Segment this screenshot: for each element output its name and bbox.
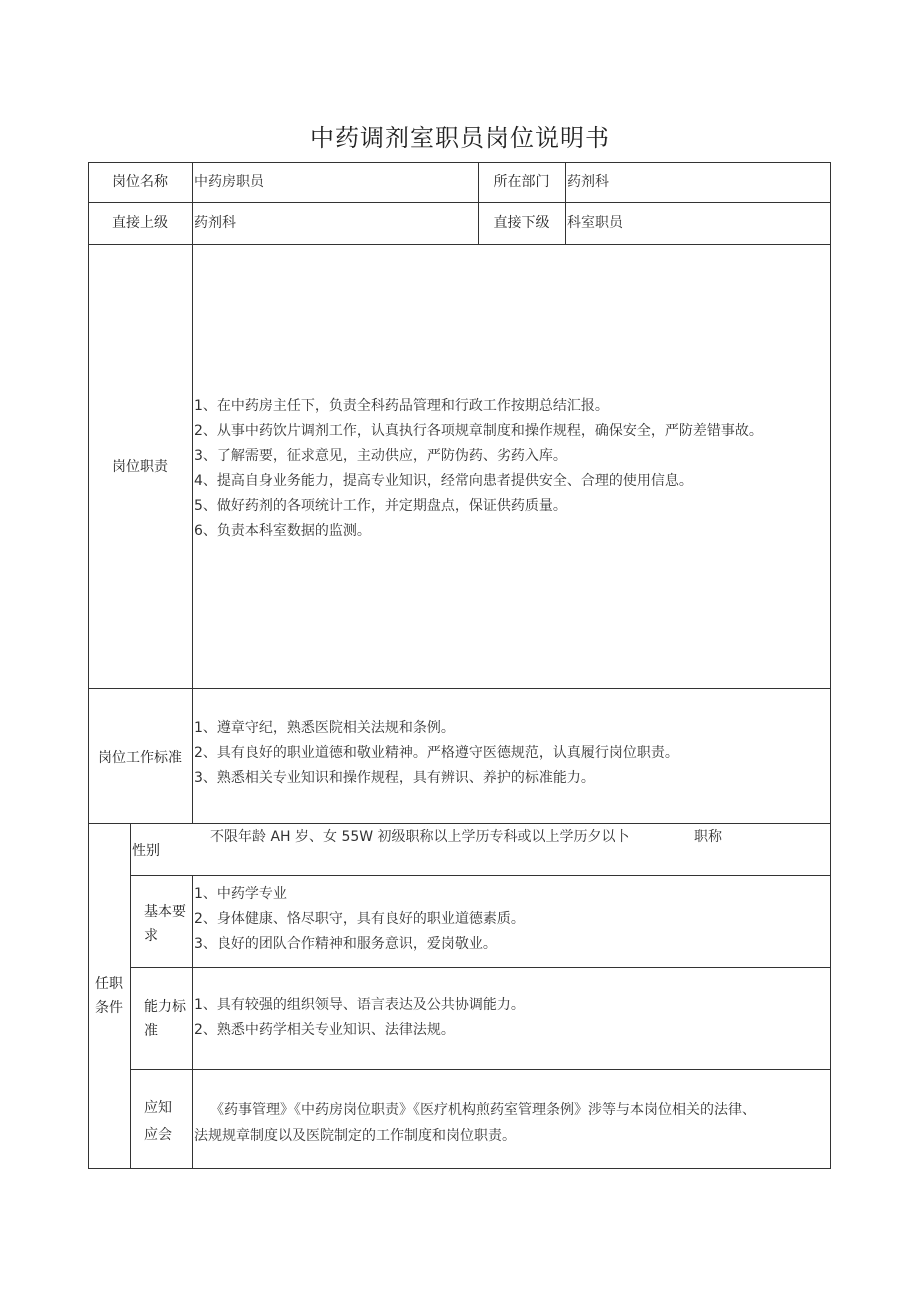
post-name-value: 中药房职员 xyxy=(194,174,264,190)
qualifications-label xyxy=(88,972,130,1020)
duties-label: 岗位职责 xyxy=(112,459,168,475)
basic-requirement-item: 1、中药学专业 xyxy=(194,886,287,902)
duties-list xyxy=(194,394,830,544)
standard-item: 3、熟悉相关专业知识和操作规程，具有辨识、养护的标准能力。 xyxy=(194,770,595,786)
duty-item: 5、做好药剂的各项统计工作，并定期盘点，保证供药质量。 xyxy=(194,498,567,514)
gender-age-title-value: 不限年龄 AH 岁、女 55W 初级职称以上学历专科或以上学历夕以卜 xyxy=(210,829,630,845)
basic-requirement-item: 2、身体健康、恪尽职守，具有良好的职业道德素质。 xyxy=(194,911,525,927)
department-label: 所在部门 xyxy=(493,174,550,190)
page-title: 中药调剂室职员岗位说明书 xyxy=(310,124,610,152)
job-description-table xyxy=(88,162,831,1169)
basic-requirements-label xyxy=(144,900,194,948)
title-label: 职称 xyxy=(694,829,722,845)
work-standards-list xyxy=(194,716,830,791)
qualifications-label-line1: 任职 xyxy=(95,976,123,992)
ability-standards-list xyxy=(194,993,830,1043)
direct-subordinate-label: 直接下级 xyxy=(493,215,550,231)
required-knowledge-line2: 法规规章制度以及医院制定的工作制度和岗位职责。 xyxy=(194,1128,516,1144)
department-value: 药剂科 xyxy=(567,174,609,190)
duty-item: 2、从事中药饮片调剂工作，认真执行各项规章制度和操作规程，确保安全，严防差错事故。 xyxy=(194,423,763,439)
direct-superior-label: 直接上级 xyxy=(112,215,168,231)
duty-item: 6、负责本科室数据的监测。 xyxy=(194,523,371,539)
ability-standards-label xyxy=(144,995,194,1043)
ability-item: 1、具有较强的组织领导、语言表达及公共协调能力。 xyxy=(194,997,525,1013)
basic-requirement-item: 3、良好的团队合作精神和服务意识，爱岗敬业。 xyxy=(194,936,497,952)
required-knowledge-text xyxy=(194,1097,830,1149)
gender-label: 性别 xyxy=(132,843,160,859)
required-knowledge-label xyxy=(144,1095,194,1149)
basic-requirements-list xyxy=(194,882,830,957)
required-knowledge-label-line1: 应知 xyxy=(144,1100,172,1116)
direct-superior-value: 药剂科 xyxy=(194,215,236,231)
ability-standards-label-line2: 准 xyxy=(144,1023,158,1039)
basic-requirements-label-line1: 基本要 xyxy=(144,904,186,920)
duty-item: 3、了解需要，征求意见，主动供应，严防伪药、劣药入库。 xyxy=(194,448,567,464)
post-name-label: 岗位名称 xyxy=(112,174,168,190)
ability-standards-label-line1: 能力标 xyxy=(144,999,186,1015)
basic-requirements-label-line2: 求 xyxy=(144,928,158,944)
ability-item: 2、熟悉中药学相关专业知识、法律法规。 xyxy=(194,1022,455,1038)
work-standards-label: 岗位工作标准 xyxy=(98,750,182,766)
qualifications-label-line2: 条件 xyxy=(95,1000,123,1016)
duty-item: 1、在中药房主任下，负责全科药品管理和行政工作按期总结汇报。 xyxy=(194,398,609,414)
required-knowledge-label-line2: 应会 xyxy=(144,1127,172,1143)
standard-item: 1、遵章守纪，熟悉医院相关法规和条例。 xyxy=(194,720,455,736)
required-knowledge-line1: 《药事管理》《中药房岗位职责》《医疗机构煎药室管理条例》涉等与本岗位相关的法律、 xyxy=(210,1102,756,1118)
direct-subordinate-value: 科室职员 xyxy=(567,215,623,231)
duty-item: 4、提高自身业务能力，提高专业知识，经常向患者提供安全、合理的使用信息。 xyxy=(194,473,693,489)
standard-item: 2、具有良好的职业道德和敬业精神。严格遵守医德规范，认真履行岗位职责。 xyxy=(194,745,679,761)
